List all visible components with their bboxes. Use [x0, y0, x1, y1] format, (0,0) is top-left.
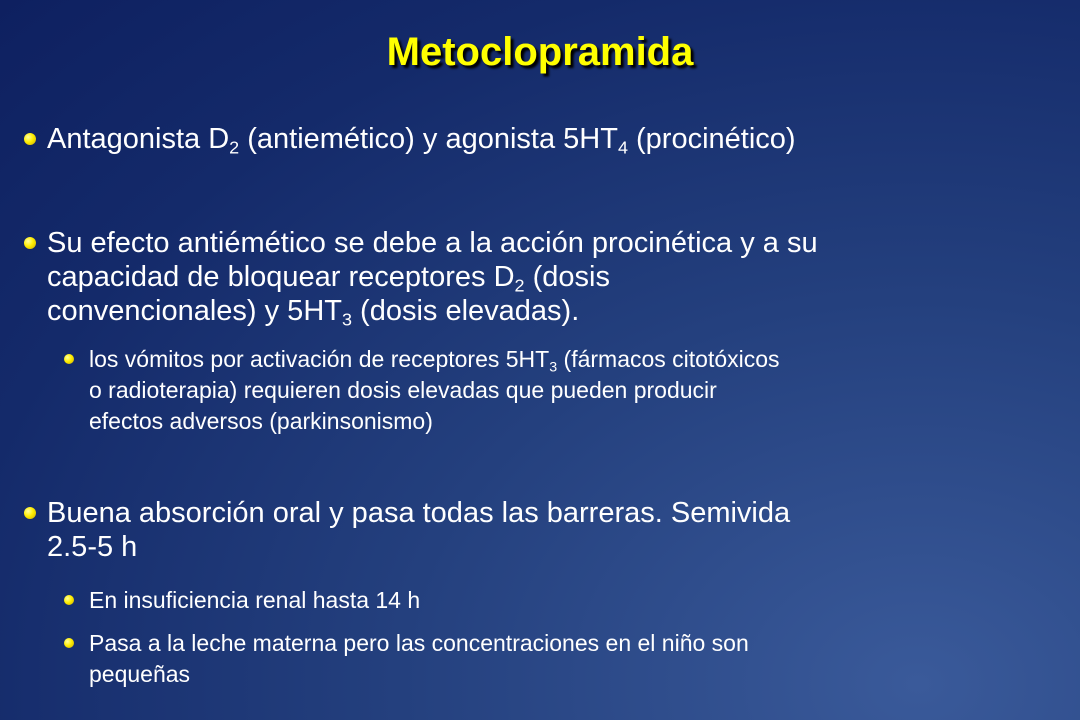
bullet-dot-icon	[64, 595, 74, 605]
bullet-text-line	[89, 345, 780, 374]
text-segment: (dosis elevadas).	[351, 295, 580, 327]
bullet-text-line	[89, 407, 433, 436]
text-segment: convencionales) y 5HT	[47, 295, 342, 327]
text-segment: Antagonista D	[47, 123, 230, 155]
bullet-dot-icon	[24, 237, 36, 249]
text-segment: Su efecto antiémético se debe a la acción procinética y a su	[47, 227, 818, 259]
bullet-text-line	[89, 660, 190, 689]
text-segment: pequeñas	[89, 661, 191, 687]
text-segment: Pasa a la leche materna pero las concentraciones en el niño son	[89, 630, 749, 656]
bullet-text-line	[47, 530, 137, 564]
bullet-text	[47, 122, 796, 156]
text-segment: 2.5-5 h	[47, 531, 138, 563]
subscript: 4	[617, 137, 628, 158]
text-segment: (procinético)	[627, 123, 796, 155]
bullet-dot-icon	[64, 354, 74, 364]
text-segment: En insuficiencia renal hasta 14 h	[89, 587, 421, 613]
subscript: 3	[549, 359, 558, 376]
subscript: 2	[514, 275, 525, 296]
bullet-dot-icon	[64, 638, 74, 648]
bullet-text-line	[47, 294, 579, 328]
text-segment: efectos adversos (parkinsonismo)	[89, 408, 433, 434]
text-segment: (fármacos citotóxicos	[557, 346, 780, 372]
subscript: 3	[341, 309, 352, 330]
bullet-dot-icon	[24, 507, 36, 519]
bullet-dot-icon	[24, 133, 36, 145]
bullet-text-line	[47, 260, 610, 294]
text-segment: los vómitos por activación de receptores 5HT	[89, 346, 550, 372]
slide-title: Metoclopramida	[386, 30, 694, 74]
text-segment: Buena absorción oral y pasa todas las barreras. Semivida	[47, 497, 791, 529]
bullet-text-line	[89, 629, 749, 658]
bullet-text-line	[47, 226, 818, 260]
text-segment: (antiemético) y agonista 5HT	[239, 123, 618, 155]
text-segment: (dosis	[524, 261, 610, 293]
subscript: 2	[229, 137, 240, 158]
bullet-text-line	[47, 496, 790, 530]
text-segment: o radioterapia) requieren dosis elevadas que pueden producir	[89, 377, 717, 403]
text-segment: capacidad de bloquear receptores D	[47, 261, 515, 293]
bullet-text-line	[89, 586, 420, 615]
bullet-text-line	[89, 376, 717, 405]
